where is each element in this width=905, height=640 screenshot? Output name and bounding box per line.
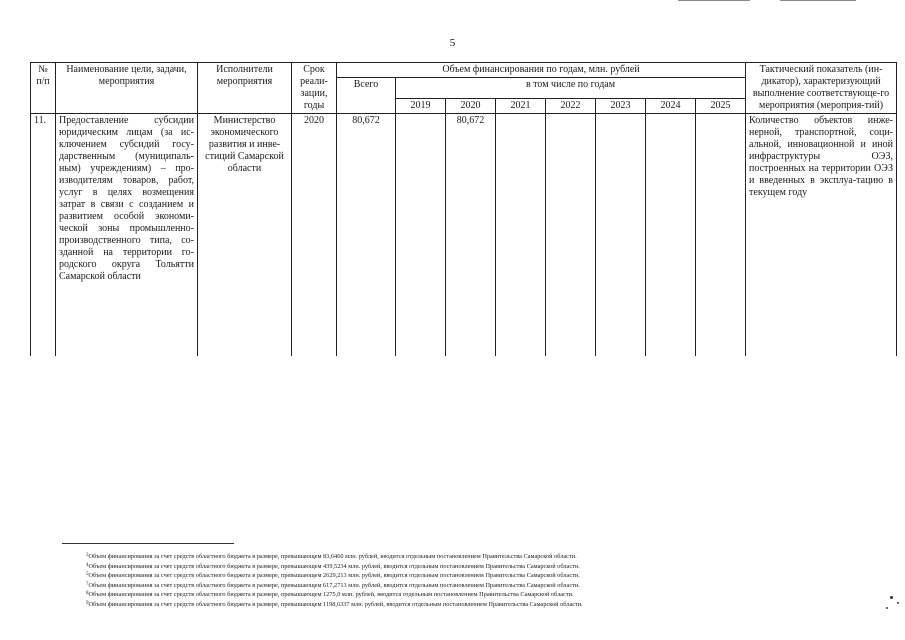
header-year: 2025 [696,99,746,114]
row-year-value [546,114,596,357]
footnote-text: Объем финансирования за счет средств областного бюджета в размере, превышающем 2629,213 млн. рублей, вводится отдельным постановлением Правительства Самарской области. [88,572,580,580]
footnote-text: Объем финансирования за счет средств областного бюджета в размере, превышающем 1275,0 млн. рублей, вводится отдельным постановлением Правительства Самарской области. [88,591,574,599]
header-year: 2022 [546,99,596,114]
row-year-value [496,114,546,357]
header-by-years: в том числе по годам [396,78,746,99]
row-term: 2020 [292,114,337,357]
header-funding: Объем финансирования по годам, млн. рублей [337,63,746,78]
header-year: 2019 [396,99,446,114]
scan-top-lines [678,0,858,2]
footnote [86,600,806,610]
row-year-value: 80,672 [446,114,496,357]
header-year: 2024 [646,99,696,114]
footnote [86,571,806,581]
header-year: 2020 [446,99,496,114]
row-year-value [696,114,746,357]
row-year-value [646,114,696,357]
footnote-mark: 7 [86,581,89,587]
header-num: № п/п [31,63,56,114]
header-year: 2023 [596,99,646,114]
footnote-text: Объем финансирования за счет средств областного бюджета в размере, превышающем 617,2713 млн. рублей, вводится отдельным постановлением Правительства Самарской области. [88,581,580,589]
header-total: Всего [337,78,396,114]
footnotes [86,552,806,610]
footnote-text: Объем финансирования за счет средств областного бюджета в размере, превышающем 439,5234 млн. рублей, вводится отдельным постановлением Правительства Самарской области. [88,562,580,570]
footnote [86,562,806,572]
row-total: 80,672 [337,114,396,357]
scan-speck [897,602,899,604]
footnote-separator [62,543,234,544]
footnote-mark: 5 [86,572,89,578]
scan-speck [886,607,888,609]
footnote-mark: 9 [86,600,89,606]
header-indicator: Тактический показатель (ин-дикатор), характеризующий выполнение соответствующе-го мероприятия (мероприя-тий) [746,63,897,114]
row-indicator: Количество объектов инже-нерной, транспортной, соци-альной, инновационной и иной инфраструктуры ОЭЗ, построенных на территории ОЭЗ и введенных в эксплуа-тацию в текущем году [746,114,897,357]
page-number: 5 [449,37,456,49]
row-year-value [596,114,646,357]
footnote-text: Объем финансирования за счет средств областного бюджета в размере, превышающем 1198,6337 млн. рублей, вводится отдельным постановлением Правительства Самарской области. [88,600,583,608]
header-term: Срок реали-зации, годы [292,63,337,114]
footnote-mark: 3 [86,553,89,558]
table-row [31,114,897,357]
header-name: Наименование цели, задачи, мероприятия [56,63,198,114]
header-executors: Исполнители мероприятия [198,63,292,114]
row-num: 11. [31,114,56,357]
row-name: Предоставление субсидии юридическим лицам (за ис-ключением субсидий госу-дарственным (муниципаль-ным) учреждениям) – про-изводителям товаров, работ, услуг в целях возмещения затрат в связи с созданием и развитием особой экономи-ческой зоны промышленно-производственного типа, со-зданной на территории го-родского округа Тольятти Самарской области [56,114,198,357]
footnote [86,581,806,591]
header-year: 2021 [496,99,546,114]
footnote [86,590,806,600]
footnote-mark: 8 [86,591,89,597]
row-year-value [396,114,446,357]
funding-table [30,62,897,356]
scan-speck [890,596,893,599]
footnote-text: Объем финансирования за счет средств областного бюджета в размере, превышающем 83,6460 млн. рублей, вводится отдельным постановлением Правительства Самарской области. [88,553,577,560]
row-executor: Министерство экономического развития и инве-стиций Самарской области [198,114,292,357]
footnote-mark: 4 [86,562,89,568]
footnote [86,552,806,562]
header-row-1 [31,63,897,78]
